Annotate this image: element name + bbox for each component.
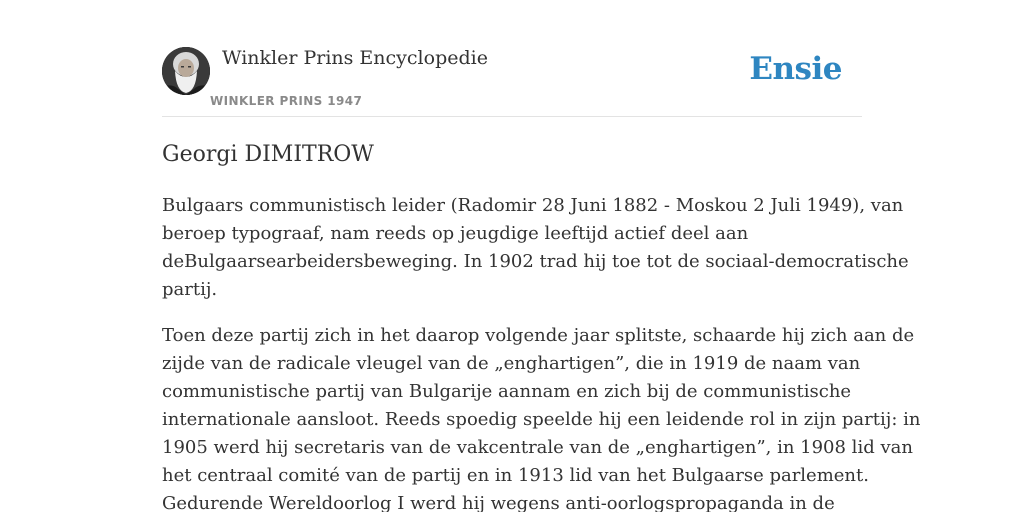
text-line: beroep typograaf, nam reeds op jeugdige leeftijd actief deel aan (162, 223, 749, 244)
text-line: Gedurende Wereldoorlog I werd hij wegens anti-oorlogspropaganda in de (162, 493, 835, 512)
text-line: het centraal comité van de partij en in 1913 lid van het Bulgaarse parlement. (162, 465, 869, 486)
page-title: Georgi DIMITROW (162, 142, 374, 167)
site-header (162, 0, 862, 117)
text-line: Bulgaars communistisch leider (Radomir 28 Juni 1882 - Moskou 2 Juli 1949), van (162, 195, 904, 216)
text-line: zijde van de radicale vleugel van de „enghartigen”, die in 1919 de naam van (162, 353, 861, 374)
avatar-icon[interactable] (162, 47, 210, 95)
text-line: Toen deze partij zich in het daarop volgende jaar splitste, schaarde hij zich aan de (162, 325, 915, 346)
edition-label: WINKLER PRINS 1947 (210, 94, 363, 108)
text-line: 1905 werd hij secretaris van de vakcentrale van de „enghartigen”, in 1908 lid van (162, 437, 913, 458)
text-line: communistische partij van Bulgarije aannam en zich bij de communistische (162, 381, 852, 402)
site-name[interactable]: Winkler Prins Encyclopedie (222, 47, 488, 69)
text-line: deBulgaarsearbeidersbeweging. In 1902 trad hij toe tot de sociaal-democratische (162, 251, 909, 272)
page-container (162, 0, 921, 512)
article-paragraph (162, 192, 909, 304)
text-line: partij. (162, 279, 218, 300)
article-paragraph (162, 322, 921, 512)
text-line: internationale aansloot. Reeds spoedig speelde hij een leidende rol in zijn partij: in (162, 409, 921, 430)
article-body (162, 192, 921, 512)
brand-logo[interactable]: Ensie (749, 51, 842, 87)
